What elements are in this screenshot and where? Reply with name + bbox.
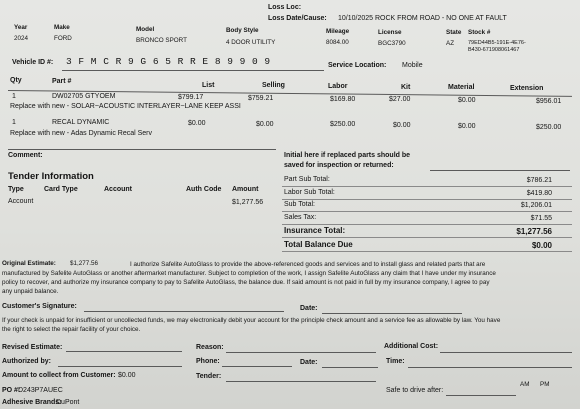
totals-value-5: $0.00 <box>531 241 552 250</box>
vin-value: 3 F M C R 9 G 6 5 R R E 8 9 9 0 9 <box>66 56 271 67</box>
totals-rule-4 <box>282 237 572 238</box>
ph-part: Part # <box>52 78 72 85</box>
service-location-label: Service Location: <box>328 62 387 69</box>
safe-to-drive-line[interactable] <box>446 395 516 396</box>
signature-line[interactable] <box>84 311 284 312</box>
adhesive-value: DuPont <box>56 399 80 406</box>
initial-line <box>430 170 570 171</box>
tender-type-header: Type <box>8 186 24 193</box>
loss-date-label: Loss Date/Cause: <box>268 15 327 22</box>
adhesive-label: Adhesive Brands: <box>2 399 62 406</box>
initial-note-2: saved for inspection or returned: <box>284 162 394 169</box>
po-label: PO #: <box>2 387 21 394</box>
additional-cost-line[interactable] <box>440 352 572 353</box>
signature-date-label: Date: <box>300 305 318 312</box>
totals-rule-1 <box>282 199 572 200</box>
vv-make: FORD <box>54 35 72 42</box>
ph-kit: Kit <box>401 84 411 91</box>
part2-labor: $250.00 <box>330 121 356 128</box>
vh-model: Model <box>136 26 155 33</box>
vv-mileage: 8084.00 <box>326 39 349 46</box>
original-estimate-label: Original Estimate: <box>2 260 56 267</box>
part1-description: Replace with new - SOLAR~ACOUSTIC INTERLAYER~LANE KEEP ASSI <box>10 103 241 110</box>
totals-label-2: Sub Total: <box>284 201 316 208</box>
safe-to-drive-label: Safe to drive after: <box>386 387 444 394</box>
totals-label-5: Total Balance Due <box>284 240 353 249</box>
time-label: Time: <box>386 358 405 365</box>
vh-license: License <box>378 29 402 36</box>
part2-qty: 1 <box>12 119 16 126</box>
part1-selling: $759.21 <box>248 95 274 102</box>
tender-account-header: Account <box>104 186 132 193</box>
reason-line[interactable] <box>226 352 376 353</box>
ph-selling: Selling <box>262 82 285 89</box>
legal-line-1: I authorize Safelite AutoGlass to provide the above-referenced goods and services and to install glass and related parts that are <box>130 261 486 268</box>
tender-line[interactable] <box>226 381 376 382</box>
vh-make: Make <box>54 24 70 31</box>
part2-kit: $0.00 <box>393 122 411 129</box>
am-label: AM <box>520 381 530 388</box>
revised-date-label: Date: <box>300 359 318 366</box>
vh-year: Year <box>14 24 28 31</box>
comment-rule <box>8 149 276 150</box>
vv-model: BRONCO SPORT <box>136 37 187 44</box>
totals-label-3: Sales Tax: <box>284 214 317 221</box>
ph-qty: Qty <box>10 77 22 84</box>
legal-line-4: any unpaid balance. <box>2 288 59 295</box>
authorized-by-line[interactable] <box>58 366 182 367</box>
vh-state: State <box>446 29 462 36</box>
vh-stock: Stock # <box>468 29 491 36</box>
po-value: D243P7AUEC <box>18 387 63 394</box>
amount-collect-value: $0.00 <box>118 372 136 379</box>
original-estimate-value: $1,277.56 <box>70 260 99 267</box>
phone-line[interactable] <box>222 366 292 367</box>
tender-card-header: Card Type <box>44 186 78 193</box>
additional-cost-label: Additional Cost: <box>384 343 439 350</box>
loss-loc-label: Loss Loc: <box>268 4 302 11</box>
amount-collect-label: Amount to collect from Customer: <box>2 372 116 379</box>
check-note-2: the right to select the repair facility of your choice. <box>2 326 141 333</box>
part2-material: $0.00 <box>458 123 476 130</box>
totals-value-2: $1,206.01 <box>520 202 552 209</box>
vv-state: AZ <box>446 40 455 47</box>
part2-list: $0.00 <box>188 120 206 127</box>
ph-extension: Extension <box>510 85 544 92</box>
authorized-by-label: Authorized by: <box>2 358 51 365</box>
revised-date-line[interactable] <box>322 367 378 368</box>
part1-qty: 1 <box>12 93 16 100</box>
totals-rule-2 <box>282 211 572 212</box>
part2-description: Replace with new - Adas Dynamic Recal Serv <box>10 130 153 137</box>
tender-type-value: Account <box>8 198 34 205</box>
tender-amount-value: $1,277.56 <box>232 199 264 206</box>
part2-selling: $0.00 <box>256 121 274 128</box>
totals-label-4: Insurance Total: <box>284 226 346 235</box>
vv-stock-2: B430-671908061467 <box>468 47 520 53</box>
vv-year: 2024 <box>14 35 29 42</box>
part1-labor: $169.80 <box>330 96 356 103</box>
check-note-1: If your check is unpaid for insufficient or uncollected funds, we may electronically debit your account for the principle check amount and a service fee as allowable by law. You have <box>2 317 501 324</box>
totals-value-3: $71.55 <box>530 215 552 222</box>
part2-extension: $250.00 <box>536 124 562 131</box>
part1-list: $799.17 <box>178 94 204 101</box>
totals-value-4: $1,277.56 <box>516 227 552 236</box>
totals-value-0: $786.21 <box>526 177 552 184</box>
part1-extension: $956.01 <box>536 98 562 105</box>
vh-mileage: Mileage <box>326 28 350 35</box>
part1-kit: $27.00 <box>389 96 411 103</box>
ph-labor: Labor <box>328 83 348 90</box>
revised-estimate-label: Revised Estimate: <box>2 344 63 351</box>
vv-license: BGC3790 <box>378 40 406 47</box>
part1-material: $0.00 <box>458 97 476 104</box>
legal-line-3: policy to recover, and authorize my insurance company to pay to Safelite AutoGlass, the balance due. If said amount is not paid in full by my insurance company, I agree to pay <box>2 279 490 286</box>
part1-number: DW02705 GTYOEM <box>52 93 116 100</box>
totals-rule-5 <box>282 251 572 252</box>
pm-label: PM <box>540 381 550 388</box>
comment-label: Comment: <box>8 152 43 159</box>
signature-date-line[interactable] <box>322 313 462 314</box>
part2-number: RECAL DYNAMIC <box>52 119 110 126</box>
initial-note-1: Initial here if replaced parts should be <box>284 152 411 159</box>
time-line[interactable] <box>408 367 572 368</box>
tender-title: Tender Information <box>8 171 94 182</box>
loss-date-value: 10/10/2025 ROCK FROM ROAD - NO ONE AT FAULT <box>338 15 507 22</box>
ph-material: Material <box>448 84 475 91</box>
reason-label: Reason: <box>196 344 224 351</box>
totals-rule-0 <box>282 186 572 187</box>
tender-label: Tender: <box>196 373 222 380</box>
vh-body: Body Style <box>226 27 259 34</box>
totals-value-1: $419.80 <box>526 190 552 197</box>
vin-underline <box>62 70 324 71</box>
totals-label-1: Labor Sub Total: <box>284 189 335 196</box>
totals-label-0: Part Sub Total: <box>284 176 330 183</box>
service-location-value: Mobile <box>402 62 423 69</box>
phone-label: Phone: <box>196 358 220 365</box>
vv-body: 4 DOOR UTILITY <box>226 39 276 46</box>
ph-list: List <box>202 82 215 89</box>
tender-auth-header: Auth Code <box>186 186 222 193</box>
revised-estimate-line[interactable] <box>66 351 182 352</box>
vv-stock-1: 79ED44B5-191E-4E76- <box>468 40 526 46</box>
vin-label: Vehicle ID #: <box>12 59 54 66</box>
legal-line-2: manufactured by Safelite AutoGlass or another aftermarket manufacturer. Subject to completion of the work, I assign Safelite AutoGlass any claim that I have under my insurance <box>2 270 496 277</box>
tender-amount-header: Amount <box>232 186 259 193</box>
customer-signature-label: Customer's Signature: <box>2 303 77 310</box>
totals-rule-3 <box>282 224 572 225</box>
